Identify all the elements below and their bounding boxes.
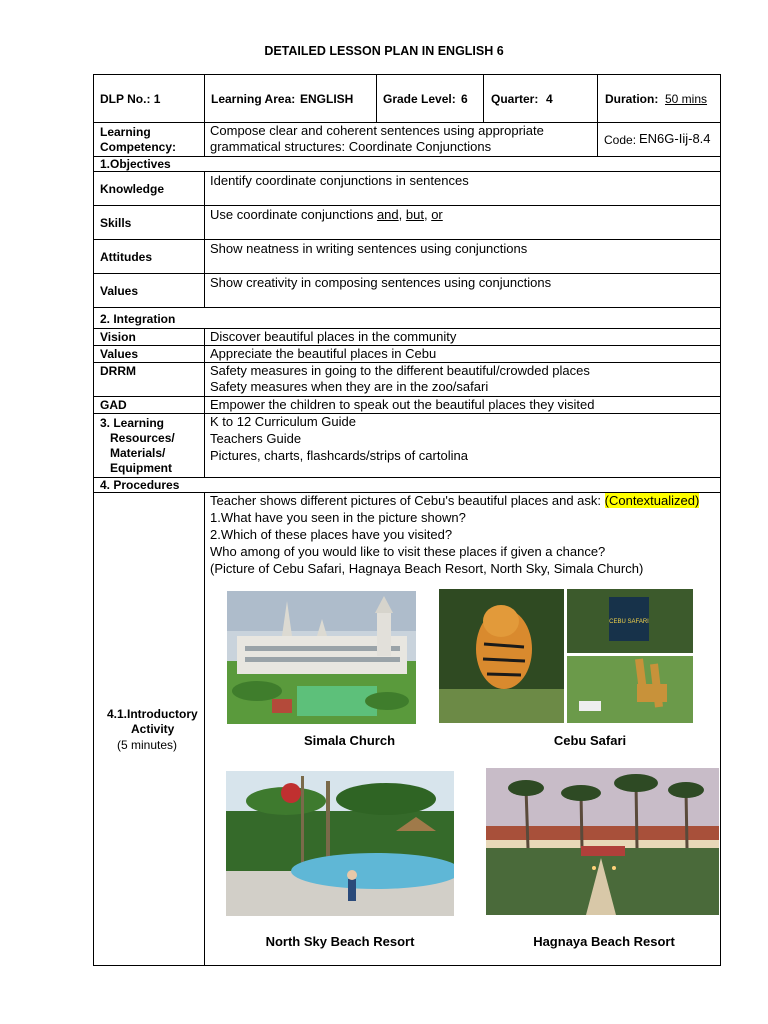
quarter-value: 4	[546, 92, 553, 106]
activity-label-1: 4.1.Introductory	[107, 707, 198, 721]
resources-item-2: Teachers Guide	[210, 431, 302, 446]
objectives-heading: 1.Objectives	[100, 157, 171, 171]
north-sky-image	[226, 771, 454, 916]
caption-hagnaya: Hagnaya Beach Resort	[533, 934, 675, 949]
question-1: 1.What have you seen in the picture shown?	[210, 510, 466, 525]
duration-label: Duration:	[605, 92, 659, 106]
code-value: EN6G-Iij-8.4	[639, 131, 711, 146]
quarter-label: Quarter:	[491, 92, 539, 106]
drrm-text-1: Safety measures in going to the different beautiful/crowded places	[210, 363, 590, 378]
gad-label: GAD	[100, 398, 127, 412]
question-3: Who among of you would like to visit these places if given a chance?	[210, 544, 606, 559]
resources-label-2: Resources/	[110, 431, 175, 445]
drrm-text-2: Safety measures when they are in the zoo/safari	[210, 379, 489, 394]
skills-text: Use coordinate conjunctions and, but, or	[210, 207, 443, 222]
integration-heading: 2. Integration	[100, 312, 176, 326]
competency-label-2: Competency:	[100, 140, 177, 154]
competency-text-2: grammatical structures: Coordinate Conjunctions	[210, 139, 492, 154]
safari-sign-text: CEBU SAFARI	[609, 619, 649, 625]
caption-cebu-safari: Cebu Safari	[553, 733, 627, 748]
attitudes-label: Attitudes	[100, 250, 152, 264]
competency-label-1: Learning	[100, 125, 151, 139]
activity-time: (5 minutes)	[117, 738, 178, 752]
attitudes-text: Show neatness in writing sentences using conjunctions	[210, 241, 528, 256]
caption-north-sky: North Sky Beach Resort	[265, 934, 415, 949]
gad-text: Empower the children to speak out the beautiful places they visited	[210, 397, 595, 412]
simala-church-image	[227, 591, 416, 724]
dlp-no: DLP No.: 1	[100, 92, 161, 106]
learning-area-value: ENGLISH	[300, 92, 354, 106]
competency-text-1: Compose clear and coherent sentences using appropriate	[210, 123, 544, 138]
duration-value: 50 mins	[665, 92, 708, 106]
drrm-label: DRRM	[100, 364, 136, 378]
contextualized-highlight: (Contextualized)	[604, 493, 700, 508]
knowledge-text: Identify coordinate conjunctions in sentences	[210, 173, 469, 188]
activity-label-2: Activity	[131, 722, 175, 736]
caption-simala-church: Simala Church	[303, 733, 396, 748]
resources-label-3: Materials/	[110, 446, 166, 460]
cebu-safari-image	[439, 589, 693, 723]
values-text: Show creativity in composing sentences using conjunctions	[210, 275, 552, 290]
procedures-heading: 4. Procedures	[100, 478, 180, 492]
knowledge-label: Knowledge	[100, 182, 165, 196]
code-label: Code:	[604, 133, 637, 147]
resources-label-1: 3. Learning	[100, 416, 165, 430]
question-2: 2.Which of these places have you visited?	[210, 527, 453, 542]
values-label: Values	[100, 284, 139, 298]
learning-area-label: Learning Area:	[211, 92, 296, 106]
document-title: DETAILED LESSON PLAN IN ENGLISH 6	[264, 44, 504, 58]
integration-values-text: Appreciate the beautiful places in Cebu	[210, 346, 437, 361]
hagnaya-image	[486, 768, 719, 915]
intro-text: Teacher shows different pictures of Cebu's beautiful places and ask: (Contextualized)	[210, 493, 700, 508]
grade-level-value: 6	[461, 92, 468, 106]
resources-label-4: Equipment	[110, 461, 172, 475]
question-4: (Picture of Cebu Safari, Hagnaya Beach Resort, North Sky, Simala Church)	[210, 561, 644, 576]
vision-label: Vision	[100, 330, 136, 344]
resources-item-3: Pictures, charts, flashcards/strips of cartolina	[210, 448, 468, 463]
vision-text: Discover beautiful places in the community	[210, 329, 457, 344]
grade-level-label: Grade Level:	[383, 92, 456, 106]
resources-item-1: K to 12 Curriculum Guide	[210, 414, 356, 429]
skills-label: Skills	[100, 216, 132, 230]
integration-values-label: Values	[100, 347, 139, 361]
